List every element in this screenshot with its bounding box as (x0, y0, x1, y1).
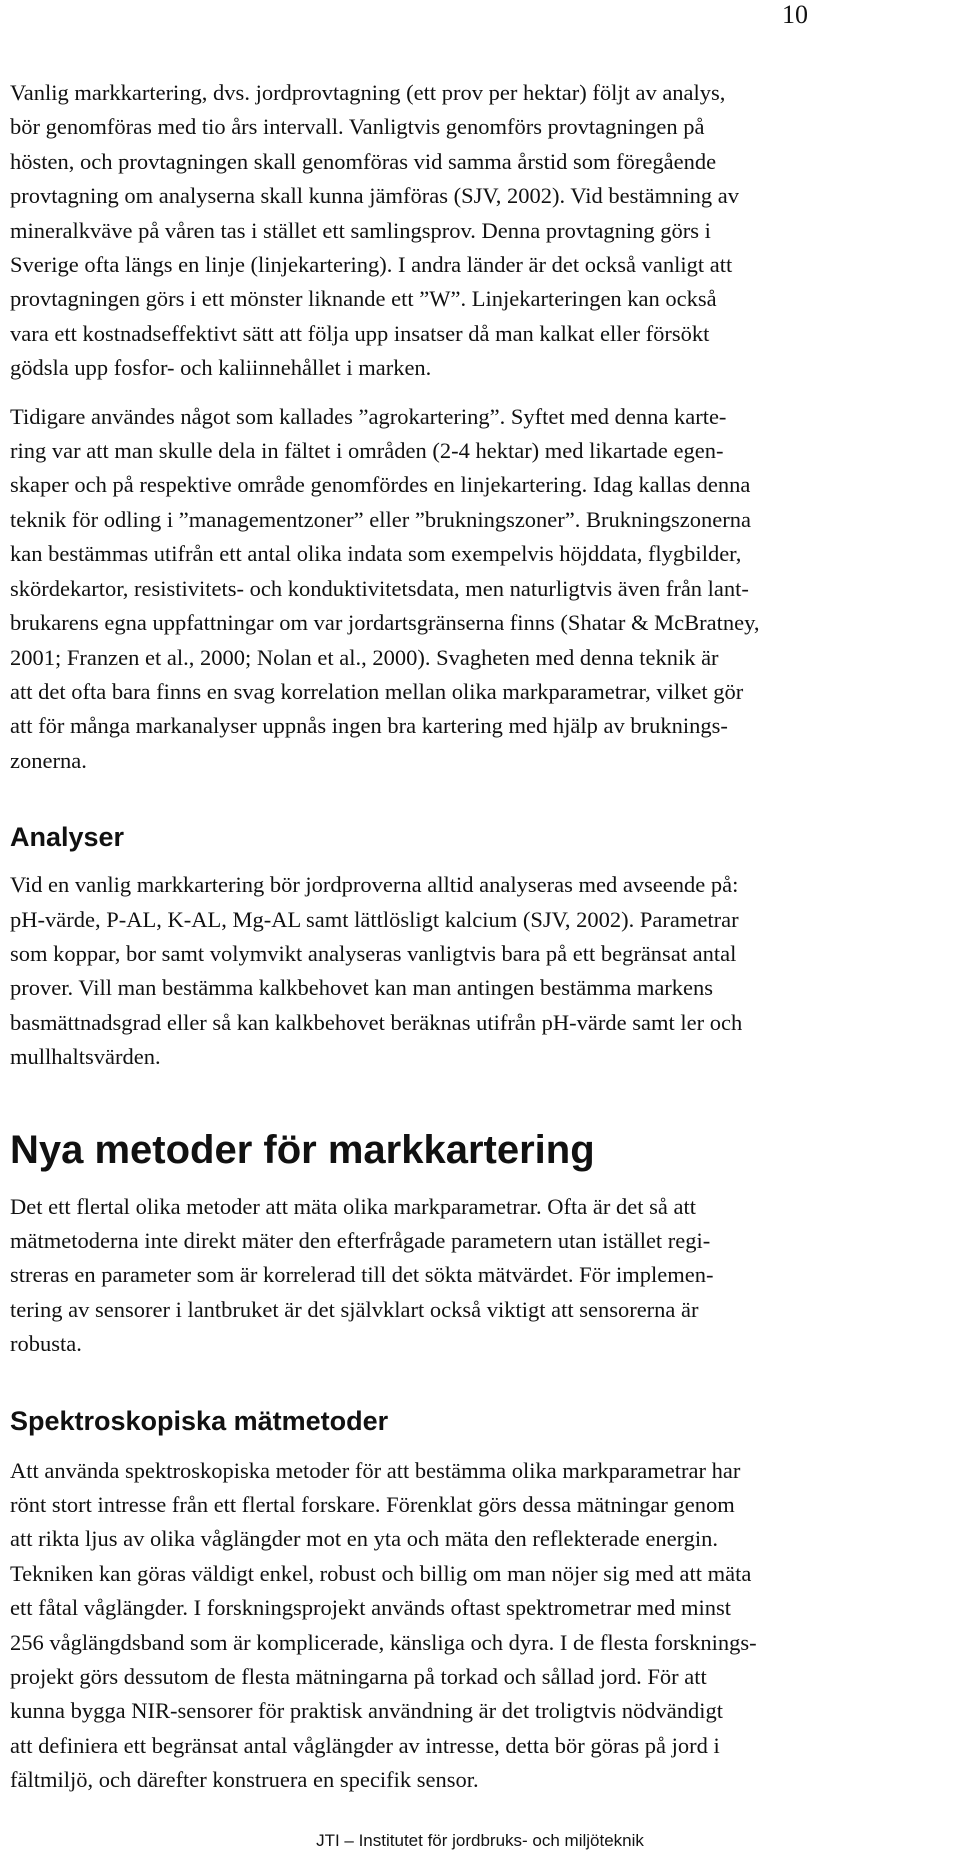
heading-nya-metoder: Nya metoder för markkartering (10, 1127, 595, 1172)
text-line: mineralkväve på våren tas i stället ett samlingsprov. Denna provtagning görs i (10, 217, 711, 243)
document-body (10, 76, 950, 1798)
text-line: Vid en vanlig markkartering bör jordproverna alltid analyseras med avseende på: (10, 872, 739, 898)
text-line: bör genomföras med tio års intervall. Vanligtvis genomförs provtagningen på (10, 114, 705, 140)
text-line: Att använda spektroskopiska metoder för att bestämma olika markparametrar har (10, 1457, 741, 1483)
paragraph-markkartering (10, 76, 950, 386)
heading-spektroskopiska: Spektroskopiska mätmetoder (10, 1405, 389, 1436)
text-line: streras en parameter som är korrelerad till det sökta mätvärdet. För implemen- (10, 1262, 714, 1288)
text-line: rönt stort intresse från ett flertal forskare. Förenklat görs dessa mätningar genom (10, 1492, 735, 1517)
text-line: robusta. (10, 1331, 82, 1357)
text-line: att för många markanalyser uppnås ingen bra kartering med hjälp av bruknings- (10, 713, 728, 739)
text-line: 2001; Franzen et al., 2000; Nolan et al., 2000). Svagheten med denna teknik är (10, 644, 719, 670)
text-line: kunna bygga NIR-sensorer för praktisk användning är det troligtvis nödvändigt (10, 1698, 723, 1724)
text-line: ett fåtal våglängder. I forskningsprojekt används oftast spektrometrar med minst (10, 1595, 732, 1621)
paragraph-spektroskopiska (10, 1454, 950, 1798)
paragraph-analyser (10, 868, 950, 1074)
text-line: skördekartor, resistivitets- och konduktivitetsdata, men naturligtvis även från lant- (10, 575, 749, 601)
text-line: vara ett kostnadseffektivt sätt att följa upp insatser då man kalkat eller försökt (10, 320, 710, 346)
page-footer: JTI – Institutet för jordbruks- och miljöteknik (316, 1831, 644, 1850)
text-line: kan bestämmas utifrån ett antal olika indata som exempelvis höjddata, flygbilder, (10, 541, 742, 567)
text-line: provtagningen görs i ett mönster liknande ett ”W”. Linjekarteringen kan också (10, 286, 717, 312)
paragraph-nya-metoder (10, 1190, 950, 1362)
text-line: provtagning om analyserna skall kunna jämföras (SJV, 2002). Vid bestämning av (10, 183, 739, 209)
page-number: 10 (782, 0, 808, 29)
text-line: att rikta ljus av olika våglängder mot en yta och mäta den reflekterade energin. (10, 1526, 719, 1552)
text-line: att definiera ett begränsat antal våglängder av intresse, detta bör göras på jord i (10, 1732, 720, 1758)
text-line: att det ofta bara finns en svag korrelation mellan olika markparametrar, vilket gör (10, 678, 744, 704)
text-line: mätmetoderna inte direkt mäter den efterfrågade parametern utan istället regi- (10, 1227, 711, 1253)
text-line: skaper och på respektive område genomfördes en linjekartering. Idag kallas denna (10, 472, 751, 498)
text-line: Vanlig markkartering, dvs. jordprovtagning (ett prov per hektar) följt av analys, (10, 80, 726, 105)
heading-analyser: Analyser (10, 822, 125, 853)
text-line: basmättnadsgrad eller så kan kalkbehovet beräknas utifrån pH-värde samt ler och (10, 1009, 743, 1035)
text-line: tering av sensorer i lantbruket är det självklart också viktigt att sensorerna är (10, 1296, 699, 1322)
text-line: mullhaltsvärden. (10, 1044, 161, 1070)
text-line: hösten, och provtagningen skall genomföras vid samma årstid som föregående (10, 148, 717, 174)
text-line: gödsla upp fosfor- och kaliinnehållet i marken. (10, 355, 432, 381)
text-line: projekt görs dessutom de flesta mätningarna på torkad och sållad jord. För att (10, 1664, 707, 1690)
text-line: brukarens egna uppfattningar om var jordartsgränserna finns (Shatar & McBratney, (10, 610, 760, 636)
text-line: fältmiljö, och därefter konstruera en specifik sensor. (10, 1767, 479, 1793)
text-line: Tekniken kan göras väldigt enkel, robust och billig om man nöjer sig med att mäta (10, 1560, 752, 1586)
text-line: ring var att man skulle dela in fältet i områden (2-4 hektar) med likartade egen- (10, 438, 724, 464)
text-line: teknik för odling i ”managementzoner” eller ”brukningszoner”. Brukningszonerna (10, 506, 751, 532)
text-line: Sverige ofta längs en linje (linjekartering). I andra länder är det också vanligt att (10, 252, 733, 278)
text-line: Det ett flertal olika metoder att mäta olika markparametrar. Ofta är det så att (10, 1193, 696, 1219)
text-line: 256 våglängdsband som är komplicerade, känsliga och dyra. I de flesta forsknings- (10, 1629, 757, 1655)
text-line: Tidigare användes något som kallades ”agrokartering”. Syftet med denna karte- (10, 403, 727, 429)
text-line: som koppar, bor samt volymvikt analyseras vanligtvis bara på ett begränsat antal (10, 940, 737, 966)
text-line: zonerna. (10, 747, 87, 773)
text-line: pH-värde, P-AL, K-AL, Mg-AL samt lättlösligt kalcium (SJV, 2002). Parametrar (10, 906, 739, 932)
paragraph-agrokartering (10, 400, 950, 778)
text-line: prover. Vill man bestämma kalkbehovet kan man antingen bestämma markens (10, 975, 714, 1001)
